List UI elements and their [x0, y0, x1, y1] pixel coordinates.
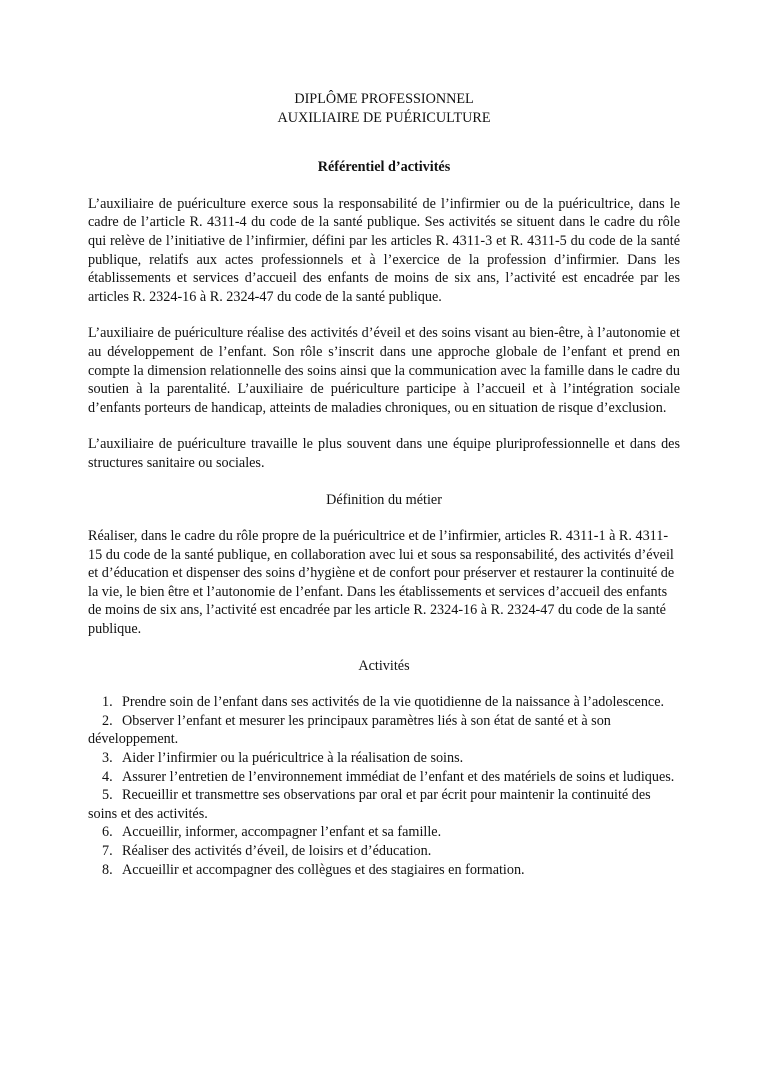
- list-item: [88, 768, 680, 787]
- list-item-number: 8.: [102, 861, 113, 878]
- intro-paragraph-2: L’auxiliaire de puériculture réalise des activités d’éveil et des soins visant au bien-être, à l’autonomie et au développement de l’enfant. Son rôle s’inscrit dans une approche globale de l’enfant et prend en compte la dimension relationnelle des soins ainsi que la communication avec la famille dans le cadre du soutien à la parentalité. L’auxiliaire de puériculture participe à l’accueil et à l’intégration sociale d’enfants porteurs de handicap, atteints de maladies chroniques, ou en situation de risque d’exclusion.: [88, 325, 680, 416]
- activities-list: [88, 693, 680, 879]
- document-body: [88, 90, 680, 879]
- list-item: [88, 693, 680, 712]
- list-item-text: Prendre soin de l’enfant dans ses activités de la vie quotidienne de la naissance à l’adolescence.: [122, 694, 665, 711]
- list-item-number: 2.: [102, 712, 113, 729]
- intro-paragraph-1: L’auxiliaire de puériculture exerce sous la responsabilité de l’infirmier ou de la puéricultrice, dans le cadre de l’article R. 4311-4 du code de la santé publique. Ses activités se situent dans le cadre du rôle qui relève de l’initiative de l’infirmier, défini par les articles R. 4311-3 et R. 4311-5 du code de la santé publique, relatifs aux actes professionnels et à l’exercice de la profession d’infirmier. Dans les établissements et services d’accueil des enfants de moins de six ans, l’activité est encadrée par les articles R. 2324-16 à R. 2324-47 du code de la santé publique.: [88, 195, 680, 305]
- document-title: [88, 90, 680, 127]
- list-item-text: Observer l’enfant et mesurer les principaux paramètres liés à son état de santé et à son développement.: [88, 712, 611, 748]
- list-item-number: 3.: [102, 750, 113, 767]
- list-item-text: Accueillir et accompagner des collègues et des stagiaires en formation.: [122, 861, 525, 878]
- definition-heading: Définition du métier: [326, 491, 442, 508]
- definition-paragraph: Réaliser, dans le cadre du rôle propre de la puéricultrice et de l’infirmier, articles R. 4311-1 à R. 4311-15 du code de la santé publique, en collaboration avec lui et sous sa responsabilité, des activités d’éveil et d’éducation et dispenser des soins d’hygiène et de confort pour préserver et restaurer la continuité de la vie, le bien être et l’autonomie de l’enfant. Dans les établissements et services d’accueil des enfants de moins de six ans, l’activité est encadrée par les article R. 2324-16 à R. 2324-47 du code de la santé publique.: [88, 528, 675, 638]
- activities-heading: Activités: [358, 657, 410, 674]
- list-item: [88, 861, 680, 880]
- list-item-number: 1.: [102, 694, 113, 711]
- list-item: [88, 786, 680, 823]
- list-item: [88, 842, 680, 861]
- intro-paragraph-3: L’auxiliaire de puériculture travaille le plus souvent dans une équipe pluriprofessionnelle et dans des structures sanitaire ou sociales.: [88, 436, 680, 471]
- list-item-text: Réaliser des activités d’éveil, de loisirs et d’éducation.: [122, 843, 432, 859]
- title-line-1: DIPLÔME PROFESSIONNEL: [294, 91, 474, 107]
- list-item-text: Assurer l’entretien de l’environnement immédiat de l’enfant et des matériels de soins et ludiques.: [122, 768, 675, 785]
- list-item-number: 7.: [102, 843, 113, 859]
- list-item: [88, 823, 680, 842]
- document-subtitle: Référentiel d’activités: [317, 159, 451, 176]
- title-line-2: AUXILIAIRE DE PUÉRICULTURE: [277, 109, 491, 126]
- list-item: [88, 712, 680, 749]
- list-item-text: Accueillir, informer, accompagner l’enfant et sa famille.: [122, 824, 442, 841]
- list-item: [88, 749, 680, 768]
- list-item-number: 4.: [102, 768, 113, 785]
- list-item-number: 5.: [102, 787, 113, 804]
- list-item-number: 6.: [102, 824, 113, 841]
- list-item-text: Recueillir et transmettre ses observations par oral et par écrit pour maintenir la continuité des soins et des activités.: [88, 787, 651, 822]
- list-item-text: Aider l’infirmier ou la puéricultrice à la réalisation de soins.: [122, 750, 464, 767]
